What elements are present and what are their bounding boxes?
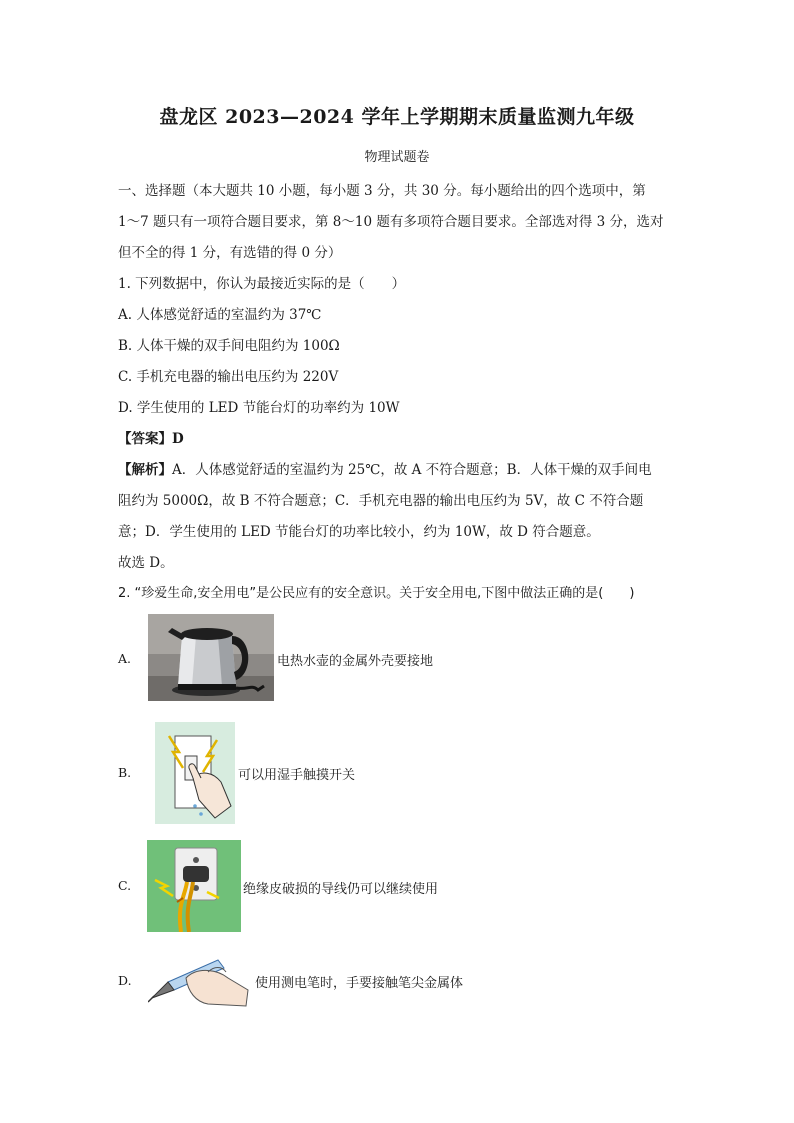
- q2-option-a-text: 电热水壶的金属外壳要接地: [277, 654, 434, 669]
- q1-option-c: C. 手机充电器的输出电压约为 220V: [118, 369, 339, 385]
- section-intro-line-2: 1～7 题只有一项符合题目要求，第 8～10 题有多项符合题目要求。全部选对得 3 分，选对: [118, 214, 664, 230]
- q2-option-c-text: 绝缘皮破损的导线仍可以继续使用: [243, 882, 439, 897]
- q2-stem: 2. “珍爱生命,安全用电”是公民应有的安全意识。关于安全用电,下图中做法正确的是( ): [118, 586, 635, 601]
- q2-option-c-label: C.: [118, 878, 132, 893]
- exam-title: 盘龙区 2023—2024 学年上学期期末质量监测九年级: [159, 106, 635, 128]
- q2-option-b-text: 可以用湿手触摸开关: [238, 768, 356, 783]
- q2-option-a-label: A.: [118, 651, 132, 666]
- q2-option-d-label: D.: [118, 973, 132, 988]
- test-pen-image: [148, 952, 252, 1010]
- kettle-icon: [148, 614, 274, 701]
- damaged-wire-image: [147, 840, 241, 932]
- q2-option-d-text: 使用测电笔时，手要接触笔尖金属体: [255, 976, 464, 991]
- q1-analysis-line-4: 故选 D。: [118, 555, 174, 571]
- test-pen-icon: [148, 952, 252, 1010]
- section-intro-line-3: 但不全的得 1 分，有选错的得 0 分）: [118, 245, 342, 261]
- socket-icon: [147, 840, 241, 932]
- q1-analysis-label: 【解析】: [118, 462, 172, 478]
- q1-stem: 1. 下列数据中，你认为最接近实际的是（ ）: [118, 276, 406, 292]
- switch-icon: [155, 722, 235, 824]
- wet-hand-switch-image: [155, 722, 235, 824]
- section-intro-line-1: 一、选择题（本大题共 10 小题，每小题 3 分，共 30 分。每小题给出的四个选项中，第: [118, 183, 646, 199]
- exam-subtitle: 物理试题卷: [364, 150, 430, 165]
- q2-option-b-label: B.: [118, 765, 132, 780]
- kettle-image: [148, 614, 274, 701]
- q1-analysis-line-1: [118, 458, 652, 478]
- q1-analysis-text-1: A．人体感觉舒适的室温约为 25℃，故 A 不符合题意；B．人体干燥的双手间电: [172, 462, 652, 478]
- q1-analysis-line-3: 意；D．学生使用的 LED 节能台灯的功率比较小，约为 10W，故 D 符合题意。: [118, 524, 600, 540]
- q1-option-b: B. 人体干燥的双手间电阻约为 100Ω: [118, 338, 340, 354]
- q1-option-a: A. 人体感觉舒适的室温约为 37℃: [118, 307, 322, 323]
- q1-answer: 【答案】D: [118, 431, 184, 447]
- q1-option-d: D. 学生使用的 LED 节能台灯的功率约为 10W: [118, 400, 400, 416]
- q1-analysis-line-2: 阻约为 5000Ω，故 B 不符合题意；C．手机充电器的输出电压约为 5V，故 C 不符合题: [118, 493, 644, 509]
